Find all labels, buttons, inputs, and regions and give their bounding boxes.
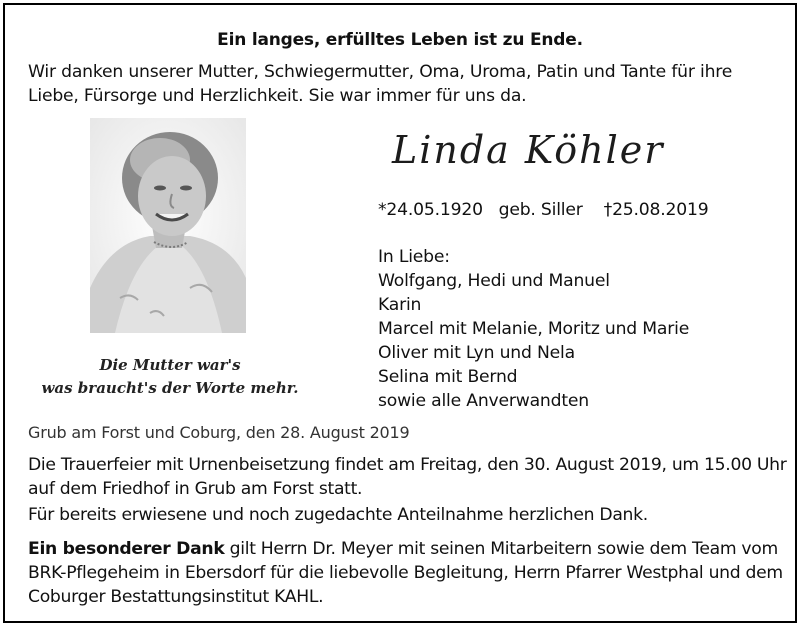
quote-line-1: Die Mutter war's [99,356,241,374]
headline: Ein langes, erfülltes Leben ist zu Ende. [217,30,583,50]
mourner-line: sowie alle Anverwandten [378,391,589,411]
intro-text: Wir danken unserer Mutter, Schwiegermutter, Oma, Uroma, Patin und Tante für ihre Liebe, Fürsorge und Herzlichkeit. Sie war immer für uns da. [28,62,733,106]
mourner-line: Karin [378,295,422,315]
mourner-line: Selina mit Bernd [378,367,518,387]
quote-line-2: was braucht's der Worte mehr. [41,379,299,397]
special-thanks-lead: Ein besonderer Dank [28,539,225,559]
mourner-line: Oliver mit Lyn und Nela [378,343,575,363]
special-thanks [28,537,788,609]
mourner-line: Wolfgang, Hedi und Manuel [378,271,610,291]
portrait-photo [90,118,246,333]
death-date: †25.08.2019 [603,200,709,220]
thanks-text: Für bereits erwiesene und noch zugedachte Anteilnahme herzlichen Dank. [28,505,648,525]
funeral-info: Die Trauerfeier mit Urnenbeisetzung findet am Freitag, den 30. August 2019, um 15.00 Uhr auf dem Friedhof in Grub am Forst statt. [28,455,787,499]
mourners-heading: In Liebe: [378,247,450,267]
mourners-list [378,245,689,413]
special-thanks-text: gilt Herrn Dr. Meyer mit seinen Mitarbeitern sowie dem Team vom BRK-Pflegeheim in Ebersdorf für die liebevolle Begleitung, Herrn Pfarrer Westphal und dem Coburger Bestattungsinstitut KAHL. [28,539,783,607]
mourner-line: Marcel mit Melanie, Moritz und Marie [378,319,690,339]
maiden-name: geb. Siller [498,200,583,220]
birth-date: *24.05.1920 [378,200,483,220]
place-and-date: Grub am Forst und Coburg, den 28. August 2019 [28,423,410,442]
life-dates [378,200,708,220]
deceased-name: Linda Köhler [392,128,665,172]
quote [20,354,320,400]
